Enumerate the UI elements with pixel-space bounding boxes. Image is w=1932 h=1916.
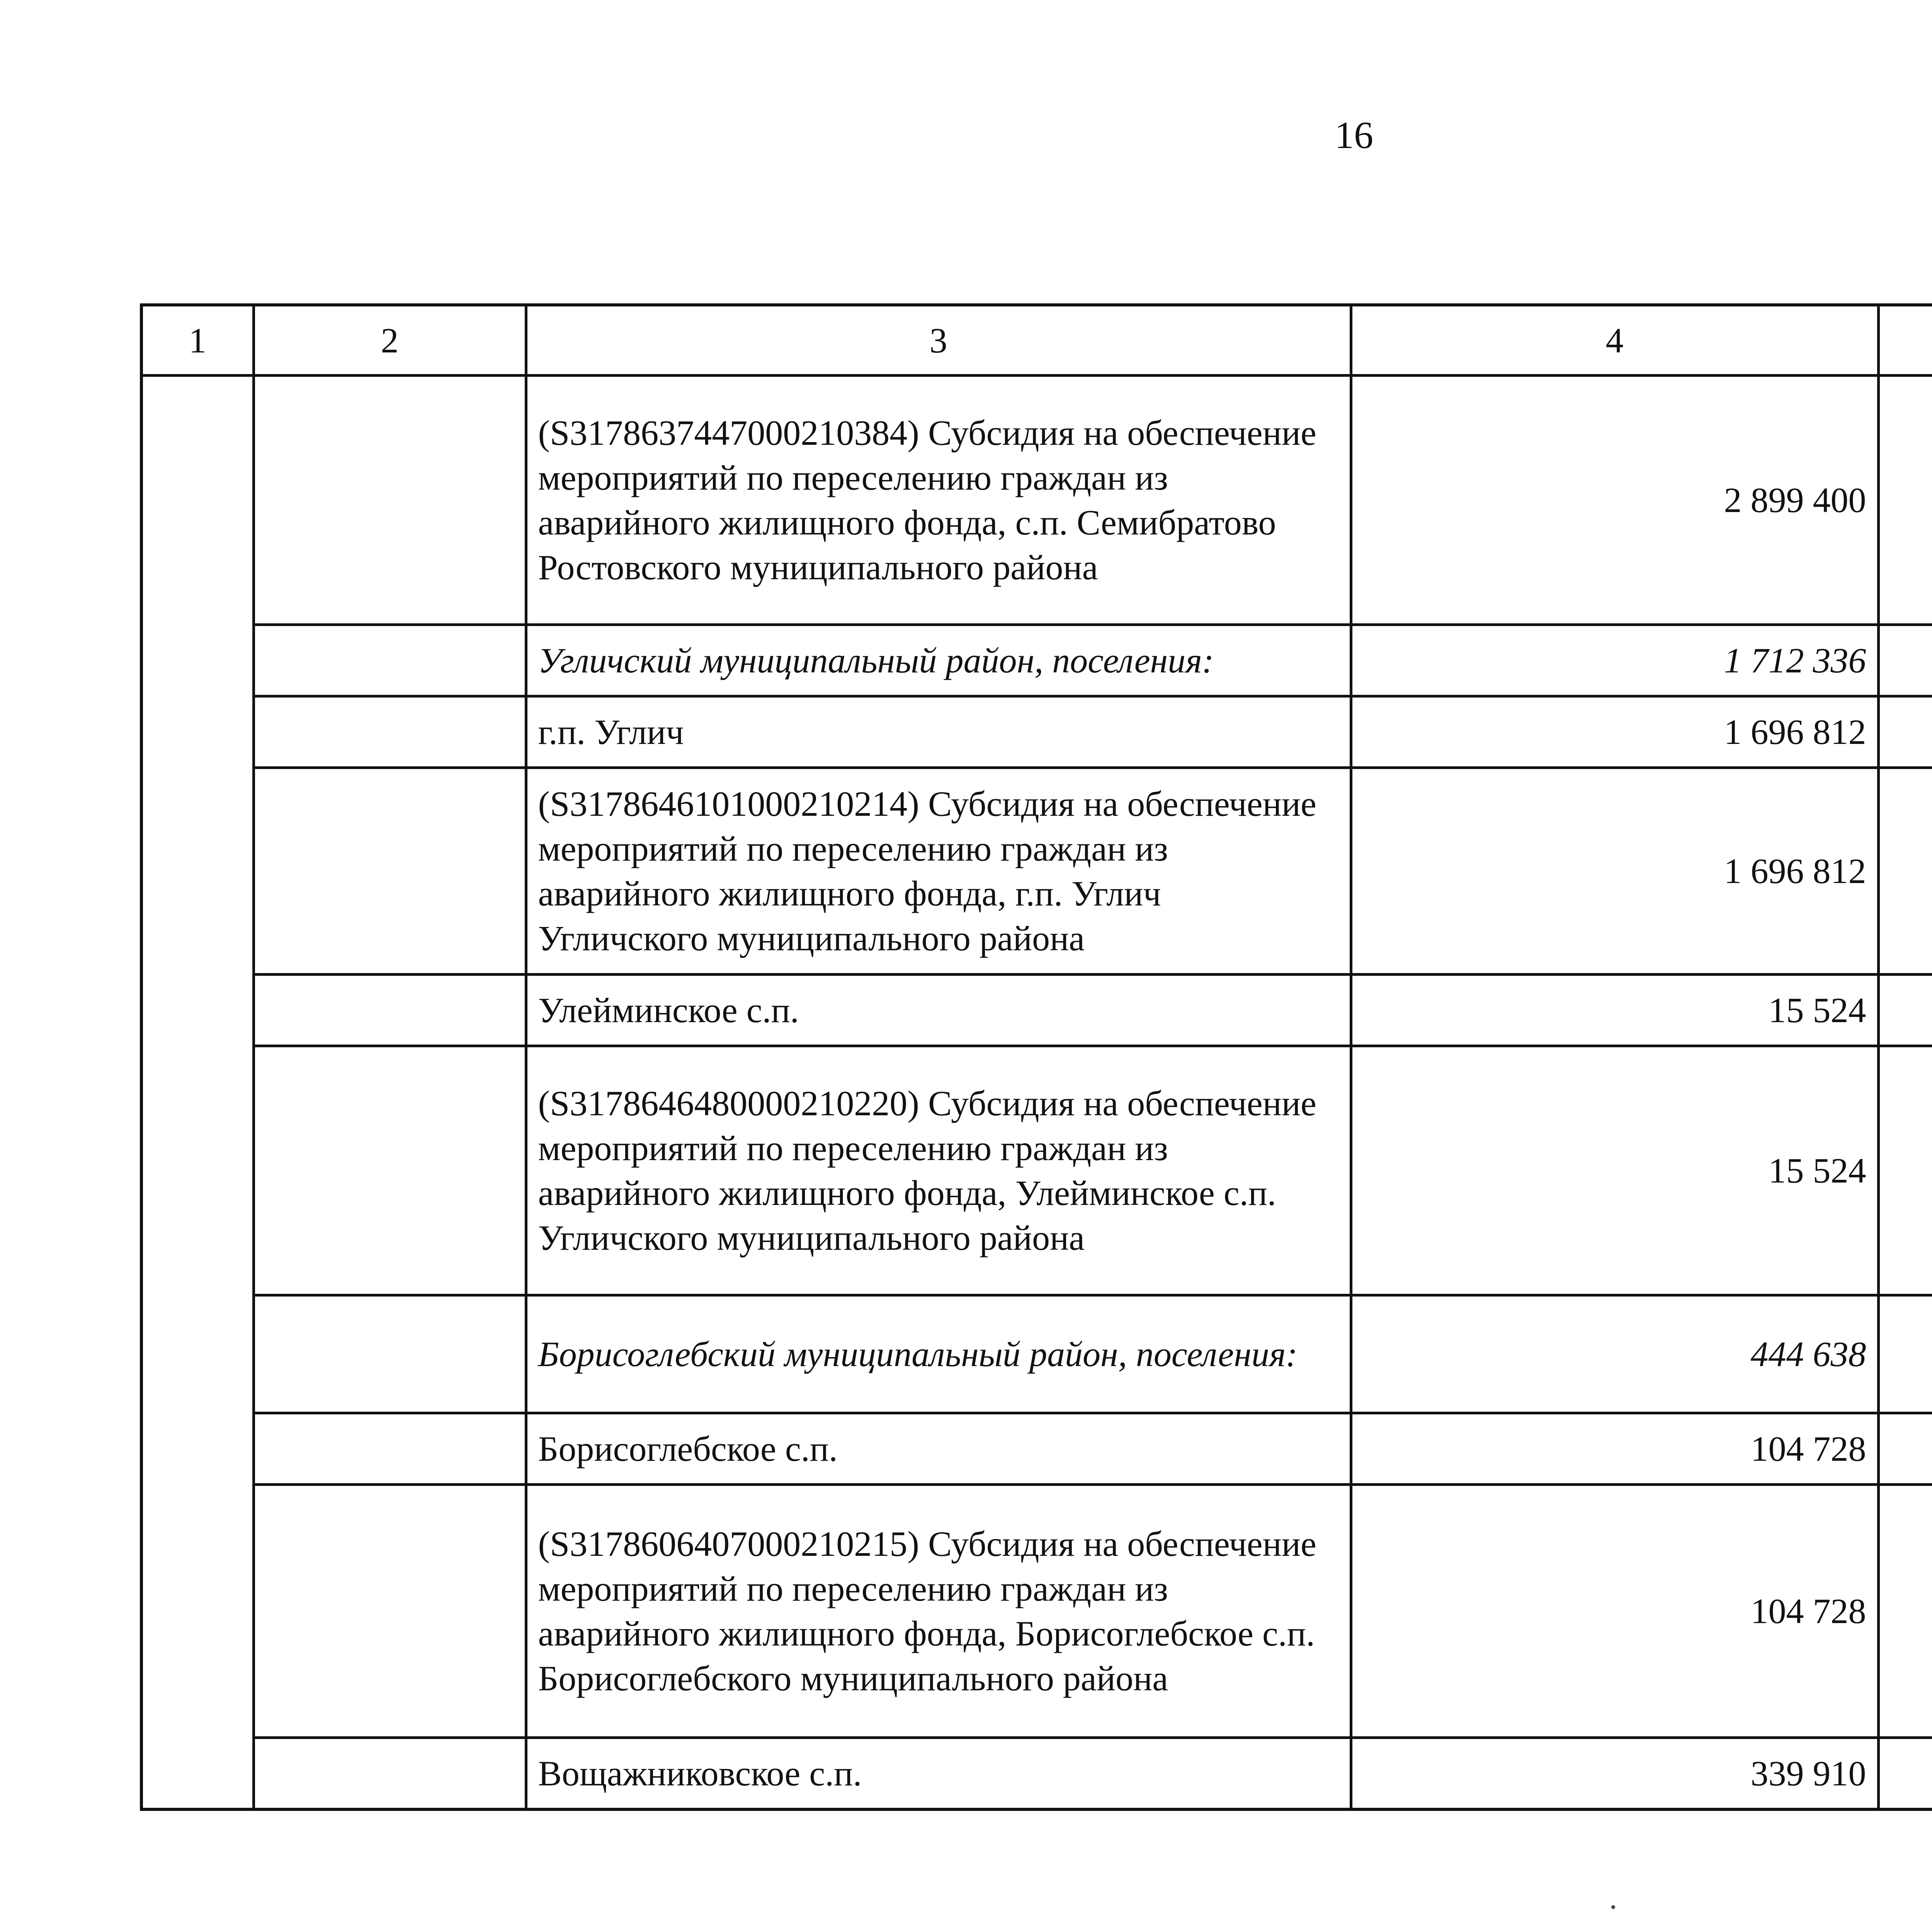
col-4-value: 339 910 — [1351, 1738, 1878, 1809]
col-5-value — [1878, 376, 1932, 625]
header-col-1: 1 — [141, 305, 253, 376]
header-col-4: 4 — [1351, 305, 1878, 376]
col-4-value: 1 696 812 — [1351, 696, 1878, 768]
col-5-value — [1878, 768, 1932, 975]
col-2-cell — [253, 1046, 526, 1295]
scan-speck — [1611, 1905, 1615, 1909]
col-4-value: 444 638 — [1351, 1295, 1878, 1413]
table-row — [141, 376, 1932, 625]
header-col-3: 3 — [526, 305, 1351, 376]
col-5-value — [1878, 1046, 1932, 1295]
table-row — [141, 1413, 1932, 1485]
col-2-cell — [253, 1738, 526, 1809]
col-2-cell — [253, 696, 526, 768]
row-name-cell: г.п. Углич — [526, 696, 1351, 768]
row-name-cell: Улейминское с.п. — [526, 975, 1351, 1046]
col-4-value: 15 524 — [1351, 975, 1878, 1046]
col-2-cell — [253, 1295, 526, 1413]
table-row — [141, 768, 1932, 975]
col-5-value — [1878, 1485, 1932, 1738]
col-5-value — [1878, 1295, 1932, 1413]
row-name-cell: (S3178637447000210384) Субсидия на обеспечение мероприятий по переселению граждан из аварийного жилищного фонда, с.п. Семибратово Ростовского муниципального района — [526, 376, 1351, 625]
page-number: 16 — [1335, 114, 1373, 157]
table-row — [141, 975, 1932, 1046]
row-name-cell: (S3178606407000210215) Субсидия на обеспечение мероприятий по переселению граждан из аварийного жилищного фонда, Борисоглебское с.п. Борисоглебского муниципального района — [526, 1485, 1351, 1738]
table-row — [141, 1485, 1932, 1738]
col-2-cell — [253, 376, 526, 625]
row-name-cell: (S3178646101000210214) Субсидия на обеспечение мероприятий по переселению граждан из аварийного жилищного фонда, г.п. Углич Угличского муниципального района — [526, 768, 1351, 975]
col-2-cell — [253, 1485, 526, 1738]
table-row — [141, 625, 1932, 696]
col-2-cell — [253, 1413, 526, 1485]
table-row — [141, 1046, 1932, 1295]
col-4-value: 1 712 336 — [1351, 625, 1878, 696]
col-5-value — [1878, 975, 1932, 1046]
row-name-cell: Борисоглебский муниципальный район, поселения: — [526, 1295, 1351, 1413]
col-2-cell — [253, 768, 526, 975]
header-col-5 — [1878, 305, 1932, 376]
col-4-value: 1 696 812 — [1351, 768, 1878, 975]
table-row — [141, 1295, 1932, 1413]
col-4-value: 2 899 400 — [1351, 376, 1878, 625]
table-row — [141, 696, 1932, 768]
row-name-cell: (S3178646480000210220) Субсидия на обеспечение мероприятий по переселению граждан из аварийного жилищного фонда, Улейминское с.п. Угличского муниципального района — [526, 1046, 1351, 1295]
budget-table — [140, 303, 1932, 1811]
row-name-cell: Вощажниковское с.п. — [526, 1738, 1351, 1809]
col-5-value — [1878, 1738, 1932, 1809]
col-5-value — [1878, 696, 1932, 768]
header-row — [141, 305, 1932, 376]
col-4-value: 104 728 — [1351, 1485, 1878, 1738]
col-2-cell — [253, 625, 526, 696]
col-1-cell — [141, 376, 253, 1809]
col-5-value — [1878, 1413, 1932, 1485]
col-4-value: 104 728 — [1351, 1413, 1878, 1485]
header-col-2: 2 — [253, 305, 526, 376]
col-5-value — [1878, 625, 1932, 696]
row-name-cell: Угличский муниципальный район, поселения: — [526, 625, 1351, 696]
col-2-cell — [253, 975, 526, 1046]
col-4-value: 15 524 — [1351, 1046, 1878, 1295]
table-row — [141, 1738, 1932, 1809]
row-name-cell: Борисоглебское с.п. — [526, 1413, 1351, 1485]
